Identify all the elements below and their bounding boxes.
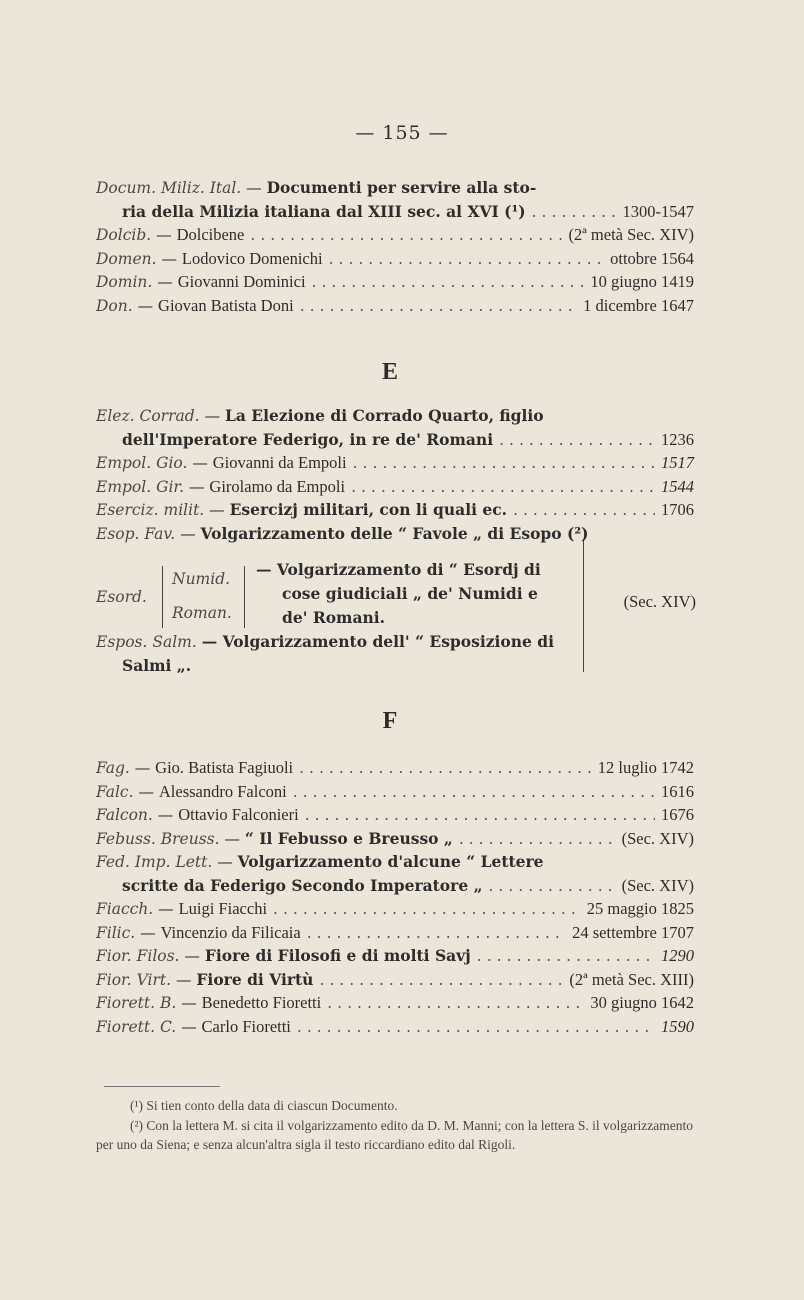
entry-date: 1544 [661, 476, 694, 496]
entry-separator: — [204, 501, 230, 519]
entry-separator: — [171, 970, 197, 989]
espos-entry [96, 632, 576, 675]
section-e-entry [96, 406, 694, 430]
section-f-entry [96, 758, 694, 782]
section-f-entry [96, 1017, 694, 1041]
entry-title: Documenti per servire alla sto- [266, 178, 537, 197]
esord-date: (Sec. XIV) [623, 592, 696, 611]
entry-separator: — [176, 1017, 202, 1036]
section-f-entry [96, 993, 694, 1017]
entry-date: 1616 [661, 781, 694, 801]
entry-separator: — [176, 994, 202, 1012]
entry-date: 30 giugno 1642 [590, 993, 694, 1012]
section-f-entry [96, 946, 694, 970]
section-d-entry [96, 296, 694, 320]
entry-date: 1300-1547 [622, 201, 694, 221]
dot-leader [319, 971, 563, 989]
entry-title: Fiore di Filosofi e di molti Savj [204, 946, 471, 965]
entry-title: Girolamo da Empoli [209, 476, 346, 496]
section-e-entries [96, 406, 694, 547]
date-bracket [583, 540, 584, 672]
entry-date: 24 settembre 1707 [572, 922, 694, 942]
espos-line1: — Volgarizzamento dell' “ Esposizione di [201, 632, 554, 651]
footnote-2: (²) Con la lettera M. si cita il volgarizzamento edito da D. M. Manni; con la lettera S. il volgarizzamento per uno da Siena; e senza alcun'altra sigla il testo riccardiano edito dal Rigoli. [96, 1117, 693, 1152]
entry-title: Lodovico Domenichi [181, 248, 323, 268]
entry-abbreviation: Fag. [96, 759, 130, 777]
entry-date: 1517 [661, 453, 694, 472]
dot-leader [489, 877, 616, 895]
entry-abbreviation: Febuss. Breuss. [96, 829, 220, 848]
entry-date: 1290 [661, 946, 694, 965]
dot-leader [307, 924, 566, 942]
entry-separator: — [187, 454, 213, 472]
entry-separator: — [175, 524, 201, 543]
entry-separator: — [129, 759, 156, 777]
entry-abbreviation: Domin. [96, 273, 153, 291]
dot-leader [299, 759, 592, 777]
entry-title: Giovan Batista Doni [158, 295, 294, 315]
entry-abbreviation: Eserciz. milit. [96, 501, 205, 519]
entry-abbreviation: Domen. [96, 249, 157, 268]
section-d-entry [96, 225, 694, 249]
footnote-1: (¹) Si tien conto della data di ciascun Documento. [130, 1098, 398, 1113]
esord-line2: cose giudiciali „ de' Numidi e [282, 584, 538, 603]
dot-leader [353, 454, 655, 472]
entry-abbreviation: Dolcib. [96, 226, 152, 244]
section-e-entry [96, 524, 694, 548]
entry-title: Vincenzio da Filicaia [160, 922, 301, 942]
entry-date: 1 dicembre 1647 [583, 295, 694, 315]
entry-date: 1706 [661, 500, 694, 519]
footnote-rule [104, 1086, 220, 1087]
entry-date: 25 maggio 1825 [586, 899, 694, 918]
entry-abbreviation: Fiorett. B. [96, 994, 177, 1012]
section-f-entry [96, 829, 694, 853]
section-e-entry [96, 453, 694, 477]
entry-title: scritte da Federigo Secondo Imperatore „ [122, 875, 483, 895]
section-e-entry [96, 477, 694, 501]
entry-abbreviation: Empol. Gio. [96, 454, 188, 472]
entry-separator: — [135, 923, 161, 942]
section-f-entries [96, 758, 694, 1040]
entry-separator: — [184, 477, 210, 496]
entry-title: dell'Imperatore Federigo, in re de' Romani [122, 429, 494, 449]
entry-title: Luigi Fiacchi [178, 899, 268, 918]
entry-separator: — [151, 226, 177, 244]
entry-separator: — [152, 806, 179, 824]
entry-title: Gio. Batista Fagiuoli [155, 758, 294, 777]
section-f-entry [96, 970, 694, 994]
entry-date: 10 giugno 1419 [590, 272, 694, 291]
entry-abbreviation: Fior. Virt. [96, 970, 172, 989]
esord-roman: Roman. [172, 604, 232, 622]
entry-abbreviation: Empol. Gir. [96, 477, 185, 496]
dot-leader [305, 806, 655, 824]
entry-date: ottobre 1564 [610, 248, 694, 268]
entry-title: Dolcibene [176, 225, 245, 244]
footnotes [96, 1096, 704, 1155]
section-d-entry [96, 272, 694, 296]
entry-title: Ottavio Falconieri [178, 805, 299, 824]
entry-title: Alessandro Falconi [158, 781, 287, 801]
section-f-entry [96, 899, 694, 923]
dot-leader [327, 994, 584, 1012]
esord-abbr: Esord. [96, 588, 147, 606]
entry-abbreviation: Fiacch. [96, 900, 154, 918]
entry-separator: — [179, 947, 205, 965]
entry-separator: — [219, 829, 245, 848]
entry-title: Esercizj militari, con li quali ec. [229, 500, 508, 519]
entry-date: 1676 [661, 805, 694, 824]
entry-abbreviation: Elez. Corrad. [96, 407, 200, 425]
entry-abbreviation: Fed. Imp. Lett. [96, 853, 213, 871]
espos-abbr: Espos. Salm. [96, 633, 197, 651]
section-d-entry [96, 202, 694, 226]
entry-date: (Sec. XIV) [621, 828, 694, 848]
section-f-entry [96, 782, 694, 806]
dot-leader [499, 431, 655, 449]
entry-title: Volgarizzamento delle “ Favole „ di Esopo (²) [200, 523, 589, 543]
espos-line2: Salmi „. [122, 656, 192, 675]
section-d-entry [96, 178, 694, 202]
dot-leader [532, 203, 617, 221]
dot-leader [351, 478, 655, 496]
entry-date: 1590 [661, 1016, 694, 1036]
entry-abbreviation: Falcon. [96, 806, 153, 824]
esord-entry [96, 560, 696, 632]
entry-date: 1236 [661, 429, 694, 449]
entry-separator: — [152, 273, 178, 291]
entry-separator: — [156, 249, 182, 268]
dot-leader [477, 947, 655, 965]
section-f-entry [96, 805, 694, 829]
entry-separator: — [241, 179, 267, 197]
section-e-entry [96, 500, 694, 524]
entry-abbreviation: Esop. Fav. [96, 524, 176, 543]
entry-abbreviation: Don. [96, 296, 133, 315]
esord-line3: de' Romani. [282, 608, 386, 627]
entry-separator: — [199, 407, 225, 425]
dot-leader [273, 900, 581, 918]
dot-leader [513, 501, 655, 519]
page-number: — 155 — [355, 122, 449, 144]
entry-abbreviation: Docum. Miliz. Ital. [96, 179, 242, 197]
dot-leader [250, 226, 562, 244]
dot-leader [329, 250, 605, 268]
dot-leader [459, 830, 616, 848]
dot-leader [293, 783, 655, 801]
entry-separator: — [132, 296, 159, 315]
section-f-entry [96, 876, 694, 900]
entry-date: (2ª metà Sec. XIV) [568, 225, 694, 244]
section-d-entries [96, 178, 694, 319]
entry-date: (2ª metà Sec. XIII) [569, 969, 694, 989]
esord-line1: — Volgarizzamento di “ Esordj di [256, 560, 541, 579]
entry-title: ria della Milizia italiana dal XIII sec. al XVI (¹) [122, 201, 526, 221]
entry-separator: — [133, 782, 159, 801]
entry-date: 12 luglio 1742 [597, 758, 694, 777]
section-f-entry [96, 852, 694, 876]
entry-abbreviation: Fior. Filos. [96, 947, 180, 965]
entry-title: Benedetto Fioretti [201, 993, 322, 1012]
entry-title: Carlo Fioretti [201, 1016, 291, 1036]
section-e-heading: E [381, 359, 398, 385]
dot-leader [300, 297, 577, 315]
section-f-heading: F [382, 708, 398, 734]
section-d-entry [96, 249, 694, 273]
entry-separator: — [153, 900, 179, 918]
dot-leader [297, 1018, 655, 1036]
entry-abbreviation: Falc. [96, 782, 134, 801]
entry-title: Giovanni da Empoli [212, 453, 347, 472]
entry-title: Fiore di Virtù [196, 969, 314, 989]
entry-separator: — [212, 853, 238, 871]
entry-abbreviation: Fiorett. C. [96, 1017, 177, 1036]
entry-title: La Elezione di Corrado Quarto, figlio [224, 406, 544, 425]
entry-title: “ Il Febusso e Breusso „ [244, 828, 453, 848]
section-f-entry [96, 923, 694, 947]
dot-leader [312, 273, 585, 291]
entry-date: (Sec. XIV) [621, 875, 694, 895]
entry-title: Volgarizzamento d'alcune “ Lettere [237, 852, 544, 871]
entry-title: Giovanni Dominici [177, 272, 306, 291]
esord-numid: Numid. [172, 570, 231, 588]
entry-abbreviation: Filic. [96, 923, 136, 942]
section-e-entry [96, 430, 694, 454]
